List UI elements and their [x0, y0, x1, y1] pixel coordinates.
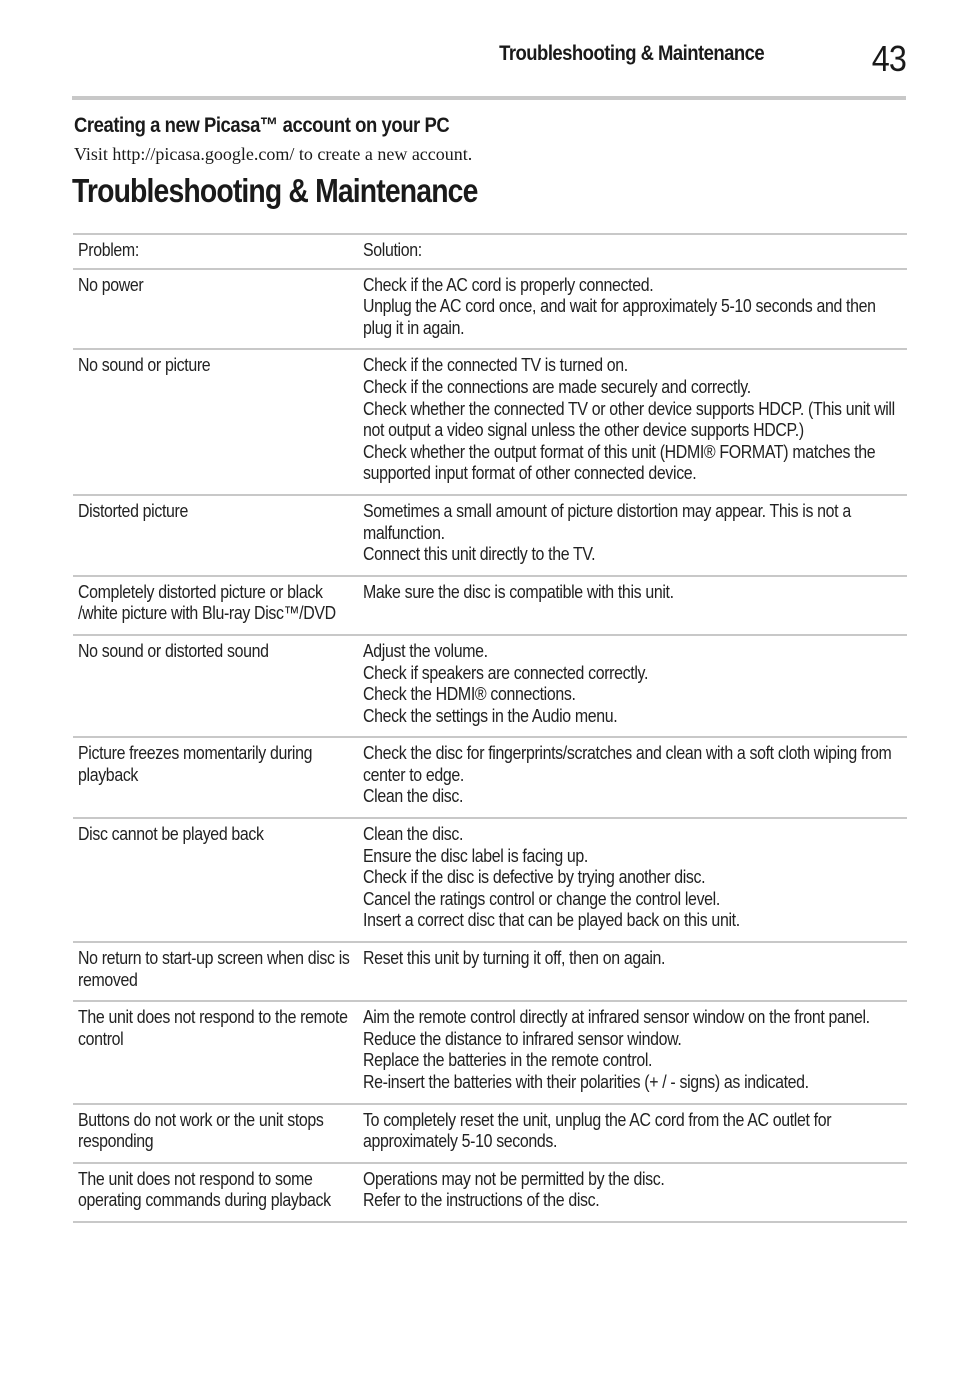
solution-cell [363, 354, 907, 484]
solution-cell [363, 1006, 907, 1092]
table-row [73, 943, 907, 1002]
solution-cell [363, 947, 907, 990]
page-header [72, 38, 906, 100]
solution-text: Connect this unit directly to the TV. [363, 543, 596, 565]
solution-text: Check whether the output format of this unit (HDMI® FORMAT) matches the supported input format of other connected device. [363, 440, 880, 484]
problem-text: No power [78, 273, 144, 295]
solution-cell [363, 500, 907, 565]
solution-cell [363, 1168, 907, 1211]
picasa-instruction: Visit http://picasa.google.com/ to create a new account. [74, 144, 473, 164]
table-row [73, 270, 907, 351]
solution-text: Reset this unit by turning it off, then on again. [363, 947, 666, 969]
table-header-row [73, 235, 907, 270]
problem-cell [73, 947, 363, 990]
solution-text: Refer to the instructions of the disc. [363, 1189, 600, 1211]
problem-cell [73, 1168, 363, 1211]
problem-text: Disc cannot be played back [78, 823, 264, 845]
problem-cell [73, 742, 363, 807]
picasa-subheading: Creating a new Picasa™ account on your PC [74, 114, 450, 137]
problem-cell [73, 354, 363, 484]
solution-text: Clean the disc. [363, 785, 464, 807]
table-row [73, 577, 907, 636]
table-row [73, 1105, 907, 1164]
running-title: Troubleshooting & Maintenance [499, 42, 764, 65]
solution-text: Check if the connections are made securely and correctly. [363, 375, 751, 397]
problem-text: No return to start-up screen when disc is removed [78, 947, 354, 990]
solution-cell [363, 742, 907, 807]
problem-cell [73, 823, 363, 931]
solution-cell [363, 581, 907, 624]
solution-cell [363, 823, 907, 931]
troubleshooting-table [73, 233, 907, 1223]
solution-text: Check if speakers are connected correctly. [363, 661, 649, 683]
solution-text: Check whether the connected TV or other device supports HDCP. (This unit will not output a video signal unless the other device supports HDCP.) [363, 397, 899, 441]
table-row [73, 350, 907, 496]
problem-cell [73, 500, 363, 565]
page-number: 43 [871, 38, 906, 79]
solution-text: To completely reset the unit, unplug the AC cord from the AC outlet for approximately 5-10 seconds. [363, 1108, 836, 1152]
problem-text: The unit does not respond to some operating commands during playback [78, 1167, 331, 1211]
solution-text: Make sure the disc is compatible with this unit. [363, 580, 674, 602]
solution-text: Check if the AC cord is properly connected. [363, 273, 654, 295]
solution-text: Check if the disc is defective by trying another disc. [363, 866, 706, 888]
problem-cell [73, 581, 363, 624]
solution-text: Adjust the volume. [363, 639, 488, 661]
table-row [73, 636, 907, 738]
solution-text: Unplug the AC cord once, and wait for approximately 5-10 seconds and then plug it in again. [363, 295, 880, 338]
table-row [73, 1002, 907, 1104]
table-row [73, 1164, 907, 1223]
solution-text: Clean the disc. [363, 823, 464, 845]
solution-text: Reduce the distance to infrared sensor window. [363, 1027, 682, 1049]
section-heading: Troubleshooting & Maintenance [72, 172, 478, 209]
solution-text: Insert a correct disc that can be played back on this unit. [363, 909, 740, 931]
problem-cell [73, 274, 363, 339]
solution-text: Check the disc for fingerprints/scratches and clean with a soft cloth wiping from center to edge. [363, 742, 896, 785]
solution-cell [363, 640, 907, 726]
solution-text: Check the HDMI® connections. [363, 683, 576, 705]
table-row [73, 819, 907, 943]
solution-text: Aim the remote control directly at infrared sensor window on the front panel. [363, 1006, 870, 1028]
solution-text: Check if the connected TV is turned on. [363, 354, 628, 376]
column-header-problem: Problem: [78, 239, 139, 260]
solution-text: Check the settings in the Audio menu. [363, 704, 618, 726]
problem-cell [73, 1109, 363, 1152]
column-header-solution: Solution: [363, 239, 422, 260]
problem-text: Completely distorted picture or black /white picture with Blu-ray Disc™/DVD [78, 580, 336, 624]
solution-text: Operations may not be permitted by the disc. [363, 1167, 665, 1189]
table-row [73, 738, 907, 819]
solution-cell [363, 274, 907, 339]
solution-cell [363, 1109, 907, 1152]
problem-text: The unit does not respond to the remote control [78, 1006, 352, 1049]
solution-text: Sometimes a small amount of picture distortion may appear. This is not a malfunction. [363, 499, 855, 543]
solution-text: Replace the batteries in the remote control. [363, 1049, 653, 1071]
problem-cell [73, 640, 363, 726]
table-row [73, 496, 907, 577]
solution-text: Re-insert the batteries with their polarities (+ / - signs) as indicated. [363, 1071, 809, 1092]
problem-cell [73, 1006, 363, 1092]
problem-text: Distorted picture [78, 499, 188, 521]
problem-text: No sound or distorted sound [78, 639, 269, 661]
problem-text: Picture freezes momentarily during playback [78, 742, 317, 785]
problem-text: No sound or picture [78, 354, 211, 376]
problem-text: Buttons do not work or the unit stops responding [78, 1108, 328, 1152]
solution-text: Cancel the ratings control or change the control level. [363, 887, 720, 909]
solution-text: Ensure the disc label is facing up. [363, 844, 588, 866]
